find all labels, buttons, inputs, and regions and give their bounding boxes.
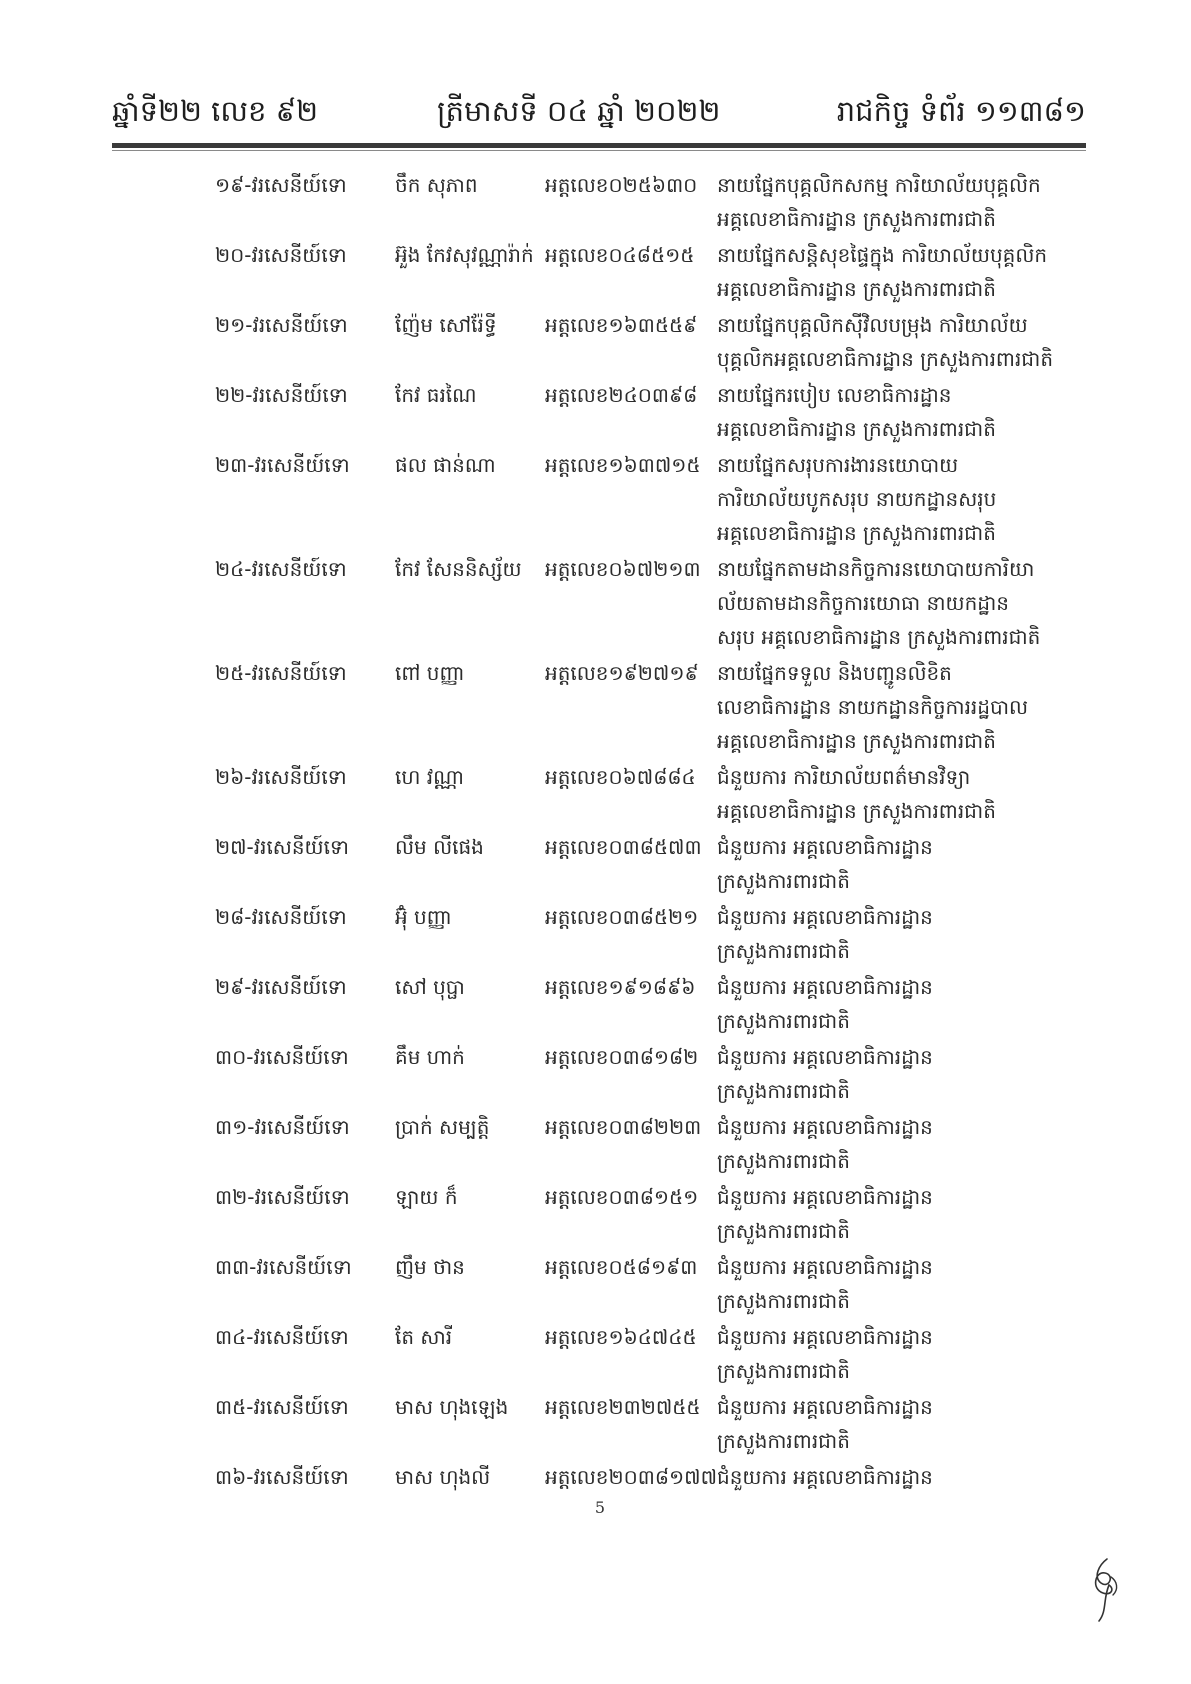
officer-position [717, 760, 1067, 828]
officer-id: អត្តលេខ២៣២៧៥៥ [545, 1395, 701, 1419]
position-line: ជំនួយការ អគ្គលេខាធិការដ្ឋាន [717, 1255, 933, 1279]
officer-rank: ៣៤-វរសេនីយ៍ទោ [215, 1325, 349, 1349]
officer-name: ឡាយ ក៏ [395, 1185, 458, 1209]
officer-id: អត្តលេខ១៩២៧១៩ [545, 661, 699, 685]
officer-name: កែវ ធរណៃ [395, 383, 477, 407]
list-item [0, 448, 1191, 552]
officer-position [717, 830, 1067, 898]
position-line: នាយផ្នែកតាមដានកិច្ចការនយោបាយការិយា [717, 557, 1035, 581]
position-line: ជំនួយការ អគ្គលេខាធិការដ្ឋាន [717, 835, 933, 859]
position-line: ក្រសួងការពារជាតិ [717, 1429, 850, 1453]
list-item [0, 1460, 1191, 1496]
officer-name: មាស ហុងឡេង [395, 1395, 509, 1419]
officer-id: អត្តលេខ០៣៨១៨២ [545, 1045, 699, 1069]
officer-name: ញឹម ថាន [395, 1255, 465, 1279]
officer-rank: ២៥-វរសេនីយ៍ទោ [215, 661, 347, 685]
officer-rank: ២៤-វរសេនីយ៍ទោ [215, 557, 347, 581]
officer-rank: ៣៥-វរសេនីយ៍ទោ [215, 1395, 349, 1419]
officer-position [717, 900, 1067, 968]
position-line: នាយផ្នែកបុគ្គលិកសកម្ម ការិយាល័យបុគ្គលិក [717, 173, 1041, 197]
officer-name: មាស ហុងលី [395, 1465, 491, 1489]
officer-id: អត្តលេខ០៣៨៥៧៣ [545, 835, 702, 859]
list-item [0, 1110, 1191, 1180]
list-item [0, 1250, 1191, 1320]
officer-position [717, 552, 1067, 654]
officer-id: អត្តលេខ០៦៧២១៣ [545, 557, 701, 581]
officer-name: ប្រាក់ សម្បត្តិ [395, 1115, 490, 1139]
position-line: ជំនួយការ អគ្គលេខាធិការដ្ឋាន [717, 1115, 933, 1139]
position-line: ក្រសួងការពារជាតិ [717, 869, 850, 893]
officer-name: ចឹក សុភាព [395, 173, 478, 197]
list-item [0, 1390, 1191, 1460]
officer-rank: ២១-វរសេនីយ៍ទោ [215, 313, 348, 337]
officer-rank: ៣២-វរសេនីយ៍ទោ [215, 1185, 350, 1209]
officer-id: អត្តលេខ០៣៨១៥១ [545, 1185, 699, 1209]
officer-position [717, 1180, 1067, 1248]
officer-rank: ២៩-វរសេនីយ៍ទោ [215, 975, 347, 999]
officer-id: អត្តលេខ០៣៨២២៣ [545, 1115, 702, 1139]
officer-name: គឹម ហាក់ [395, 1045, 465, 1069]
position-line: អគ្គលេខាធិការដ្ឋាន ក្រសួងការពារជាតិ [717, 417, 996, 441]
officer-rank: ២២-វរសេនីយ៍ទោ [215, 383, 348, 407]
position-line: ក្រសួងការពារជាតិ [717, 1009, 850, 1033]
officer-name: ញ៉ែម សៅរ៉ែទ្ធី [395, 313, 497, 337]
officer-id: អត្តលេខ២០៣៨១៧៧ [545, 1465, 717, 1489]
position-line: ក្រសួងការពារជាតិ [717, 1079, 850, 1103]
officer-rank: ៣១-វរសេនីយ៍ទោ [215, 1115, 350, 1139]
position-line: នាយផ្នែករបៀប លេខាធិការដ្ឋាន [717, 383, 952, 407]
position-line: ក្រសួងការពារជាតិ [717, 1149, 850, 1173]
officer-name: កែវ សែននិស្ស័យ [395, 557, 522, 581]
position-line: ជំនួយការ អគ្គលេខាធិការដ្ឋាន [717, 905, 933, 929]
officer-position [717, 238, 1067, 306]
officer-rank: ២៦-វរសេនីយ៍ទោ [215, 765, 347, 789]
position-line: អគ្គលេខាធិការដ្ឋាន ក្រសួងការពារជាតិ [717, 521, 996, 545]
position-line: នាយផ្នែកសរុបការងារនយោបាយ [717, 453, 959, 477]
list-item [0, 760, 1191, 830]
list-item [0, 1180, 1191, 1250]
list-item [0, 970, 1191, 1040]
list-item [0, 238, 1191, 308]
position-line: ក្រសួងការពារជាតិ [717, 939, 850, 963]
position-line: ជំនួយការ អគ្គលេខាធិការដ្ឋាន [717, 975, 933, 999]
list-item [0, 168, 1191, 238]
officer-position [717, 1460, 1067, 1494]
officer-position [717, 1040, 1067, 1108]
officer-rank: ២៣-វរសេនីយ៍ទោ [215, 453, 350, 477]
officer-rank: ៣៦-វរសេនីយ៍ទោ [215, 1465, 349, 1489]
officer-position [717, 448, 1067, 550]
officer-rank: ២៧-វរសេនីយ៍ទោ [215, 835, 349, 859]
list-item [0, 308, 1191, 378]
list-item [0, 830, 1191, 900]
position-line: អគ្គលេខាធិការដ្ឋាន ក្រសួងការពារជាតិ [717, 799, 996, 823]
position-line: នាយផ្នែកសន្តិសុខផ្ទៃក្នុង ការិយាល័យបុគ្គលិក [717, 243, 1048, 267]
position-line: ជំនួយការ អគ្គលេខាធិការដ្ឋាន [717, 1185, 933, 1209]
position-line: ជំនួយការ អគ្គលេខាធិការដ្ឋាន [717, 1465, 933, 1489]
list-item [0, 552, 1191, 656]
officer-id: អត្តលេខ០៦៧៨៨៤ [545, 765, 696, 789]
position-line: ល័យតាមដានកិច្ចការយោធា នាយកដ្ឋាន [717, 591, 1010, 615]
officer-rank: ២៨-វរសេនីយ៍ទោ [215, 905, 347, 929]
appointment-list [0, 168, 1191, 1496]
list-item [0, 378, 1191, 448]
officer-rank: ៣៣-វរសេនីយ៍ទោ [215, 1255, 352, 1279]
position-line: អគ្គលេខាធិការដ្ឋាន ក្រសួងការពារជាតិ [717, 207, 996, 231]
header-quarter: ត្រីមាសទី ០៤ ឆ្នាំ ២០២២ [437, 94, 721, 128]
officer-id: អត្តលេខ០៣៨៥២១ [545, 905, 699, 929]
officer-id: អត្តលេខ១៦៣៧១៥ [545, 453, 701, 477]
officer-position [717, 168, 1067, 236]
officer-rank: ២០-វរសេនីយ៍ទោ [215, 243, 347, 267]
signature-mark [1085, 1555, 1125, 1625]
officer-position [717, 1250, 1067, 1318]
position-line: ក្រសួងការពារជាតិ [717, 1359, 850, 1383]
header-gazette-page: រាជកិច្ច ទំព័រ ១១៣៨១ [836, 94, 1086, 128]
header-issue: ឆ្នាំទី២២ លេខ ៩២ [112, 94, 319, 128]
officer-name: អ៊ុំ បញ្ញា [395, 905, 452, 929]
list-item [0, 1040, 1191, 1110]
position-line: លេខាធិការដ្ឋាន នាយកដ្ឋានកិច្ចការរដ្ឋបាល [717, 695, 1029, 719]
officer-name: តែ សារី [395, 1325, 453, 1349]
officer-id: អត្តលេខ០២៥៦៣០ [545, 173, 698, 197]
officer-position [717, 1320, 1067, 1388]
position-line: នាយផ្នែកទទួល និងបញ្ជូនលិខិត [717, 661, 952, 685]
position-line: សរុប អគ្គលេខាធិការដ្ឋាន ក្រសួងការពារជាតិ [717, 625, 1041, 649]
position-line: ការិយាល័យបូកសរុប នាយកដ្ឋានសរុប [717, 487, 997, 511]
list-item [0, 900, 1191, 970]
position-line: ជំនួយការ អគ្គលេខាធិការដ្ឋាន [717, 1325, 933, 1349]
position-line: ជំនួយការ អគ្គលេខាធិការដ្ឋាន [717, 1395, 933, 1419]
officer-position [717, 308, 1067, 376]
officer-id: អត្តលេខ១៦៣៥៥៩ [545, 313, 698, 337]
officer-id: អត្តលេខ០៥៨១៩៣ [545, 1255, 698, 1279]
officer-name: ពៅ បញ្ញា [395, 661, 465, 685]
officer-name: ផល ផាន់ណា [395, 453, 496, 477]
position-line: ក្រសួងការពារជាតិ [717, 1289, 850, 1313]
officer-name: សៅ បុប្ផា [395, 975, 465, 999]
officer-rank: ១៩-វរសេនីយ៍ទោ [215, 173, 347, 197]
position-line: អគ្គលេខាធិការដ្ឋាន ក្រសួងការពារជាតិ [717, 729, 996, 753]
header-rule [112, 143, 1086, 148]
position-line: ជំនួយការ ការិយាល័យពត៌មានវិទ្យា [717, 765, 971, 789]
list-item [0, 656, 1191, 760]
officer-id: អត្តលេខ០៤៨៥១៥ [545, 243, 695, 267]
officer-position [717, 970, 1067, 1038]
position-line: បុគ្គលិកអគ្គលេខាធិការដ្ឋាន ក្រសួងការពារជាតិ [717, 347, 1054, 371]
officer-id: អត្តលេខ១៦៤៧៤៥ [545, 1325, 697, 1349]
officer-position [717, 656, 1067, 758]
officer-name: លឹម លីផេង [395, 835, 484, 859]
officer-position [717, 378, 1067, 446]
officer-id: អត្តលេខ១៩១៨៩៦ [545, 975, 696, 999]
officer-name: ហេ វណ្ណា [395, 765, 464, 789]
officer-name: អ៊ួង កែវសុវណ្ណារ៉ាក់ [395, 243, 534, 267]
list-item [0, 1320, 1191, 1390]
position-line: ជំនួយការ អគ្គលេខាធិការដ្ឋាន [717, 1045, 933, 1069]
page-number: 5 [594, 1498, 606, 1517]
officer-position [717, 1390, 1067, 1458]
header-rule-thin [112, 150, 1086, 151]
officer-position [717, 1110, 1067, 1178]
page-header [112, 94, 1086, 138]
position-line: អគ្គលេខាធិការដ្ឋាន ក្រសួងការពារជាតិ [717, 277, 996, 301]
officer-rank: ៣០-វរសេនីយ៍ទោ [215, 1045, 349, 1069]
position-line: នាយផ្នែកបុគ្គលិកស៊ីវិលបម្រុង ការិយាល័យ [717, 313, 1028, 337]
position-line: ក្រសួងការពារជាតិ [717, 1219, 850, 1243]
officer-id: អត្តលេខ២៤០៣៩៨ [545, 383, 698, 407]
